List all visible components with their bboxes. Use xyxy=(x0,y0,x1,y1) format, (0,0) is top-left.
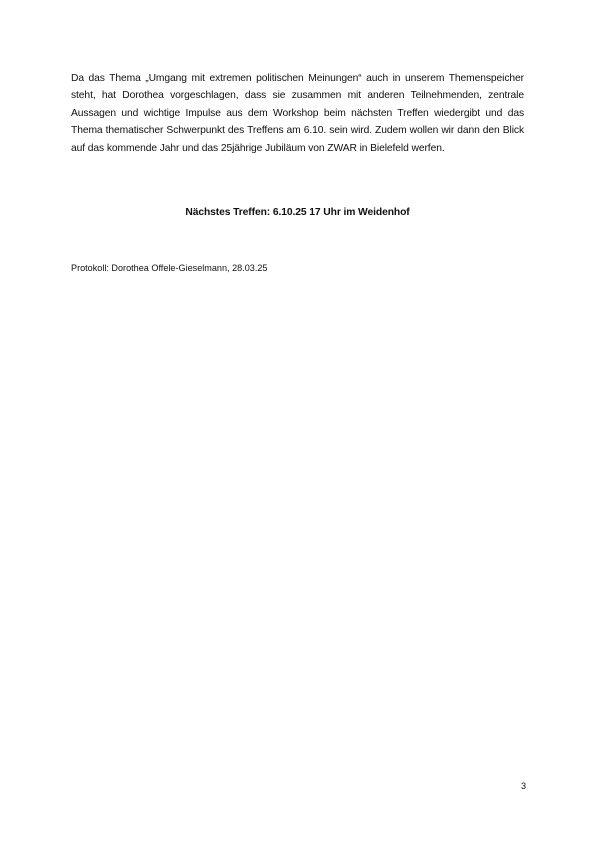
next-meeting-heading: Nächstes Treffen: 6.10.25 17 Uhr im Weidenhof xyxy=(185,207,410,218)
body-paragraph: Da das Thema „Umgang mit extremen politischen Meinungen“ auch in unserem Themenspeicher steht, hat Dorothea vorgeschlagen, dass sie zusammen mit anderen Teilnehmenden, zentrale Aussagen und wichtige Impulse aus dem Workshop beim nächsten Treffen wiedergibt und das Thema thematischer Schwerpunkt des Treffens am 6.10. sein wird. Zudem wollen wir dann den Blick auf das kommende Jahr und das 25jährige Jubiläum von ZWAR in Bielefeld werfen. xyxy=(71,73,524,154)
page-number: 3 xyxy=(520,781,526,791)
protocol-note: Protokoll: Dorothea Offele-Gieselmann, 28.03.25 xyxy=(71,263,268,273)
